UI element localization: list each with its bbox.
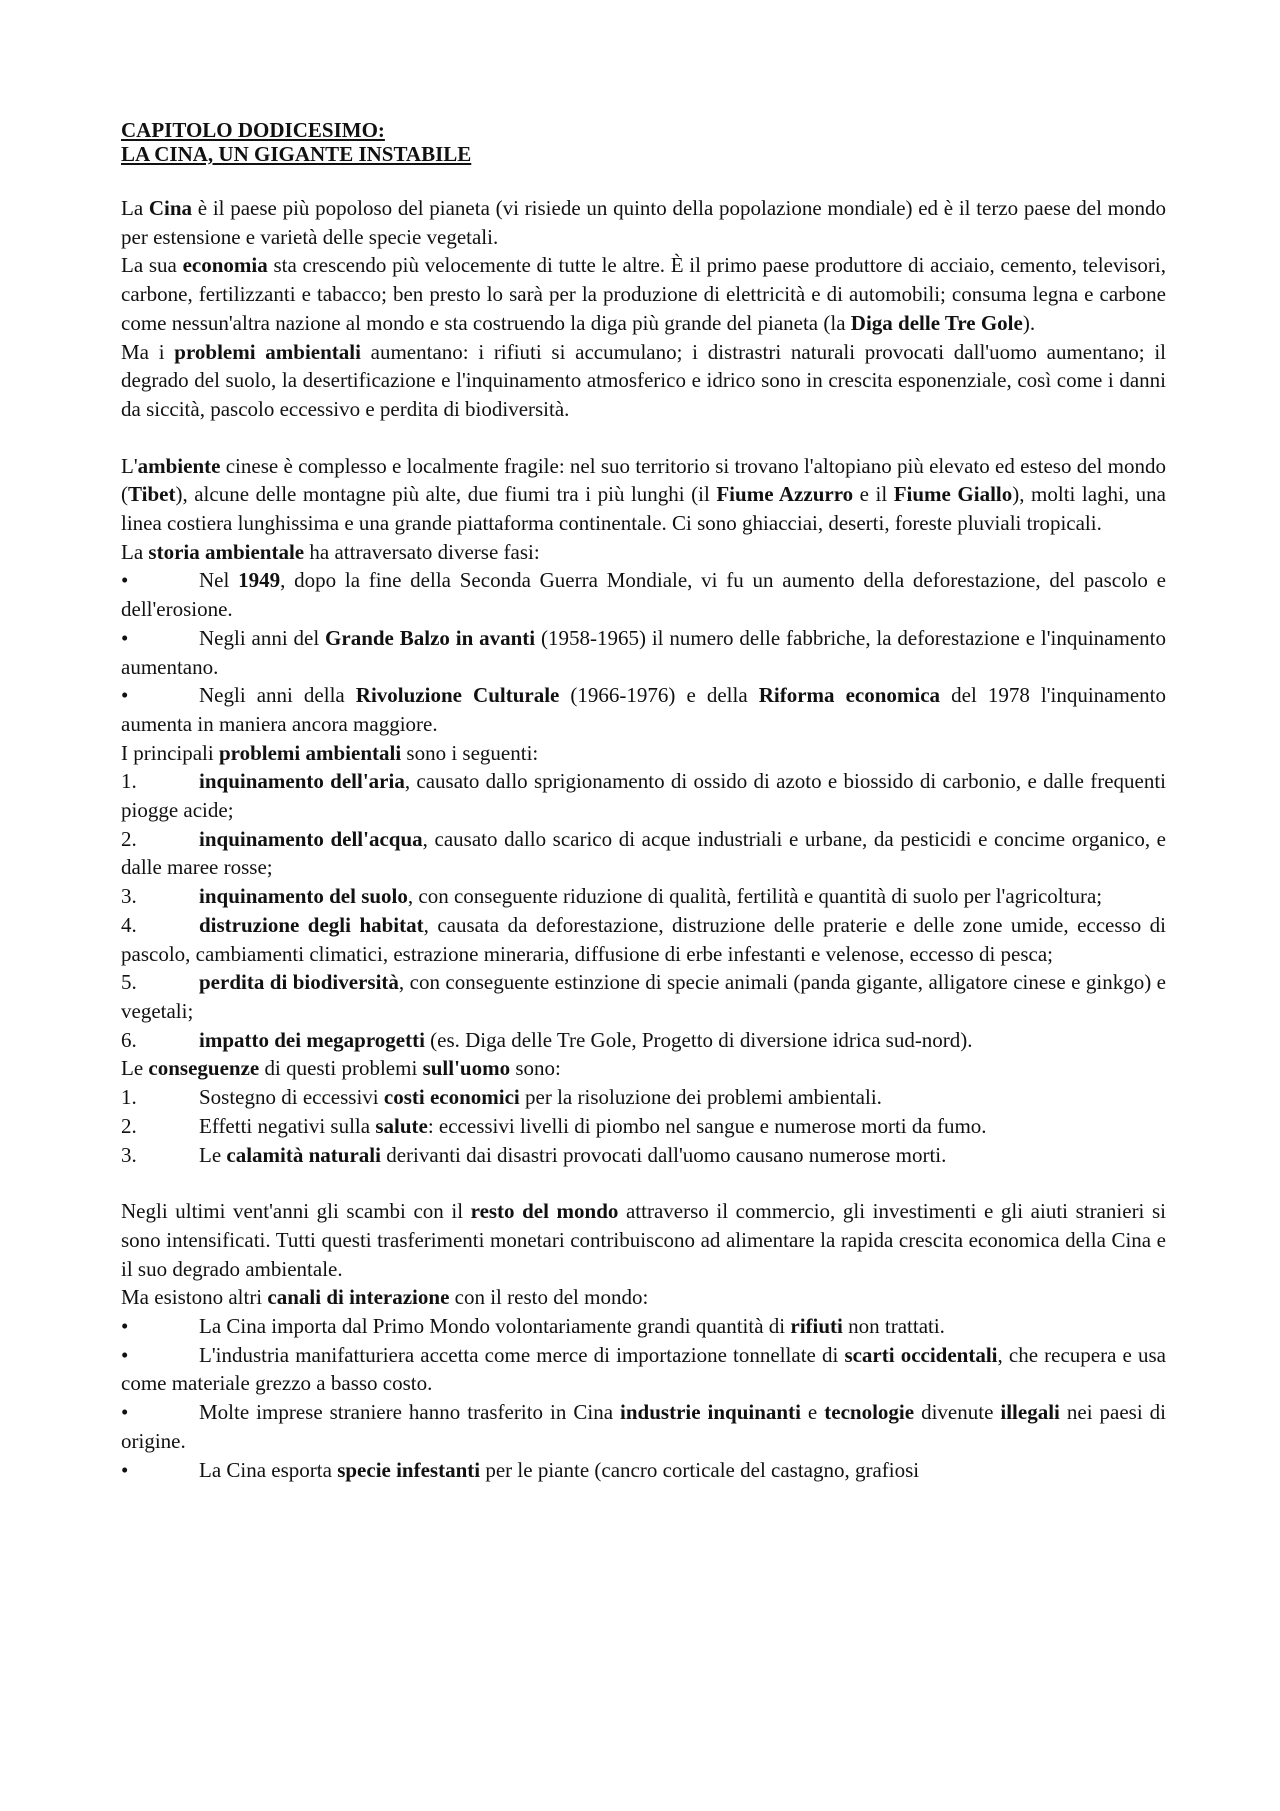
spacer xyxy=(121,166,1166,194)
paragraph: La storia ambientale ha attraversato diverse fasi: xyxy=(121,539,540,564)
paragraph-spacer xyxy=(121,1169,1166,1197)
list-item xyxy=(121,624,1166,681)
list-item xyxy=(121,1112,1166,1141)
list-marker: • xyxy=(121,568,129,593)
list-marker: 2. xyxy=(121,1113,137,1138)
list-item-text: Nel 1949, dopo la fine della Seconda Guerra Mondiale, vi fu un aumento della deforestazione, del pascolo e dell'erosione. xyxy=(121,568,1166,622)
list-item-text: inquinamento del suolo, con conseguente riduzione di qualità, fertilità e quantità di suolo per l'agricoltura; xyxy=(199,884,1103,909)
list-marker: 4. xyxy=(121,912,137,937)
paragraph: Ma i problemi ambientali aumentano: i rifiuti si accumulano; i distrastri naturali provocati dall'uomo aumentano; il degrado del suolo, la desertificazione e l'inquinamento atmosferico e idrico sono in crescita esponenziale, così come i danni da siccità, pascolo eccessivo e perdita di biodiversità. xyxy=(121,339,1166,421)
paragraph: La sua economia sta crescendo più velocemente di tutte le altre. È il primo paese produttore di acciaio, cemento, televisori, carbone, fertilizzanti e tabacco; ben presto lo sarà per la produzione di elettricità e di automobili; consuma legna e carbone come nessun'altra nazione al mondo e sta costruendo la diga più grande del pianeta (la Diga delle Tre Gole). xyxy=(121,253,1166,335)
paragraph-spacer xyxy=(121,424,1166,452)
list-item-text: L'industria manifatturiera accetta come merce di importazione tonnellate di scarti occidentali, che recupera e usa come materiale grezzo a basso costo. xyxy=(121,1342,1166,1396)
list-marker: 3. xyxy=(121,884,137,909)
paragraph: I principali problemi ambientali sono i seguenti: xyxy=(121,740,539,765)
list-item xyxy=(121,566,1166,623)
list-item-text: Negli anni del Grande Balzo in avanti (1958-1965) il numero delle fabbriche, la deforestazione e l'inquinamento aumentano. xyxy=(121,625,1166,679)
list-item-text: Negli anni della Rivoluzione Culturale (1966-1976) e della Riforma economica del 1978 l'inquinamento aumenta in maniera ancora maggiore. xyxy=(121,683,1166,736)
list-item-text: inquinamento dell'acqua, causato dallo scarico di acque industriali e urbane, da pesticidi e concime organico, e dalle maree rosse; xyxy=(121,826,1166,880)
list-marker: • xyxy=(121,1342,129,1367)
list-item xyxy=(121,1456,1166,1485)
list-marker: 1. xyxy=(121,1085,137,1110)
list-item-text: perdita di biodiversità, con conseguente estinzione di specie animali (panda gigante, alligatore cinese e ginkgo) e vegetali; xyxy=(121,970,1166,1023)
list-marker: 1. xyxy=(121,769,137,794)
chapter-title-line-1: CAPITOLO DODICESIMO: xyxy=(121,118,385,142)
list-item-text: distruzione degli habitat, causata da deforestazione, distruzione delle praterie e delle zone umide, eccesso di pascolo, cambiamenti climatici, estrazione mineraria, diffusione di erbe infestanti e velenose, eccesso di pesca; xyxy=(121,912,1166,966)
list-item-text: Effetti negativi sulla salute: eccessivi livelli di piombo nel sangue e numerose morti da fumo. xyxy=(199,1113,987,1138)
list-item-text: La Cina importa dal Primo Mondo volontariamente grandi quantità di rifiuti non trattati. xyxy=(199,1314,945,1339)
list-item-text: Sostegno di eccessivi costi economici per la risoluzione dei problemi ambientali. xyxy=(199,1085,882,1110)
list-item xyxy=(121,882,1166,911)
list-item xyxy=(121,767,1166,824)
list-item-text: inquinamento dell'aria, causato dallo sprigionamento di ossido di azoto e biossido di carbonio, e dalle frequenti piogge acide; xyxy=(121,769,1167,823)
paragraph: La Cina è il paese più popoloso del pianeta (vi risiede un quinto della popolazione mondiale) ed è il terzo paese del mondo per estensione e varietà delle specie vegetali. xyxy=(121,196,1166,249)
list-item xyxy=(121,681,1166,738)
list-item xyxy=(121,825,1166,882)
list-item xyxy=(121,1141,1166,1170)
paragraph: Ma esistono altri canali di interazione con il resto del mondo: xyxy=(121,1285,649,1310)
list-marker: 5. xyxy=(121,970,137,995)
list-item xyxy=(121,1026,1166,1055)
document-body xyxy=(121,194,1166,1484)
list-item xyxy=(121,1083,1166,1112)
paragraph: Le conseguenze di questi problemi sull'uomo sono: xyxy=(121,1056,561,1081)
list-item xyxy=(121,1398,1166,1455)
list-marker: • xyxy=(121,625,129,650)
list-marker: • xyxy=(121,1457,129,1482)
list-item-text: La Cina esporta specie infestanti per le piante (cancro corticale del castagno, grafiosi xyxy=(199,1457,920,1482)
list-item xyxy=(121,1312,1166,1341)
list-item-text: impatto dei megaprogetti (es. Diga delle Tre Gole, Progetto di diversione idrica sud-nord). xyxy=(199,1027,973,1052)
list-marker: • xyxy=(121,1400,129,1425)
document-page xyxy=(121,118,1166,1484)
list-marker: 2. xyxy=(121,826,137,851)
list-item-text: Molte imprese straniere hanno trasferito in Cina industrie inquinanti e tecnologie divenute illegali nei paesi di origine. xyxy=(121,1400,1167,1453)
chapter-title-line-2: LA CINA, UN GIGANTE INSTABILE xyxy=(121,142,472,166)
list-item xyxy=(121,1341,1166,1398)
list-marker: 6. xyxy=(121,1027,137,1052)
list-marker: 3. xyxy=(121,1142,137,1167)
list-item-text: Le calamità naturali derivanti dai disastri provocati dall'uomo causano numerose morti. xyxy=(199,1142,947,1167)
list-marker: • xyxy=(121,1314,129,1339)
paragraph: L'ambiente cinese è complesso e localmente fragile: nel suo territorio si trovano l'altopiano più elevato ed esteso del mondo (Tibet), alcune delle montagne più alte, due fiumi tra i più lunghi (il Fiume Azzurro e il Fiume Giallo), molti laghi, una linea costiera lunghissima e una grande piattaforma continentale. Ci sono ghiacciai, deserti, foreste pluviali tropicali. xyxy=(121,453,1166,536)
list-marker: • xyxy=(121,683,129,708)
list-item xyxy=(121,911,1166,968)
list-item xyxy=(121,968,1166,1025)
paragraph: Negli ultimi vent'anni gli scambi con il resto del mondo attraverso il commercio, gli investimenti e gli aiuti stranieri si sono intensificati. Tutti questi trasferimenti monetari contribuiscono ad alimentare la rapida crescita economica della Cina e il suo degrado ambientale. xyxy=(121,1199,1166,1281)
